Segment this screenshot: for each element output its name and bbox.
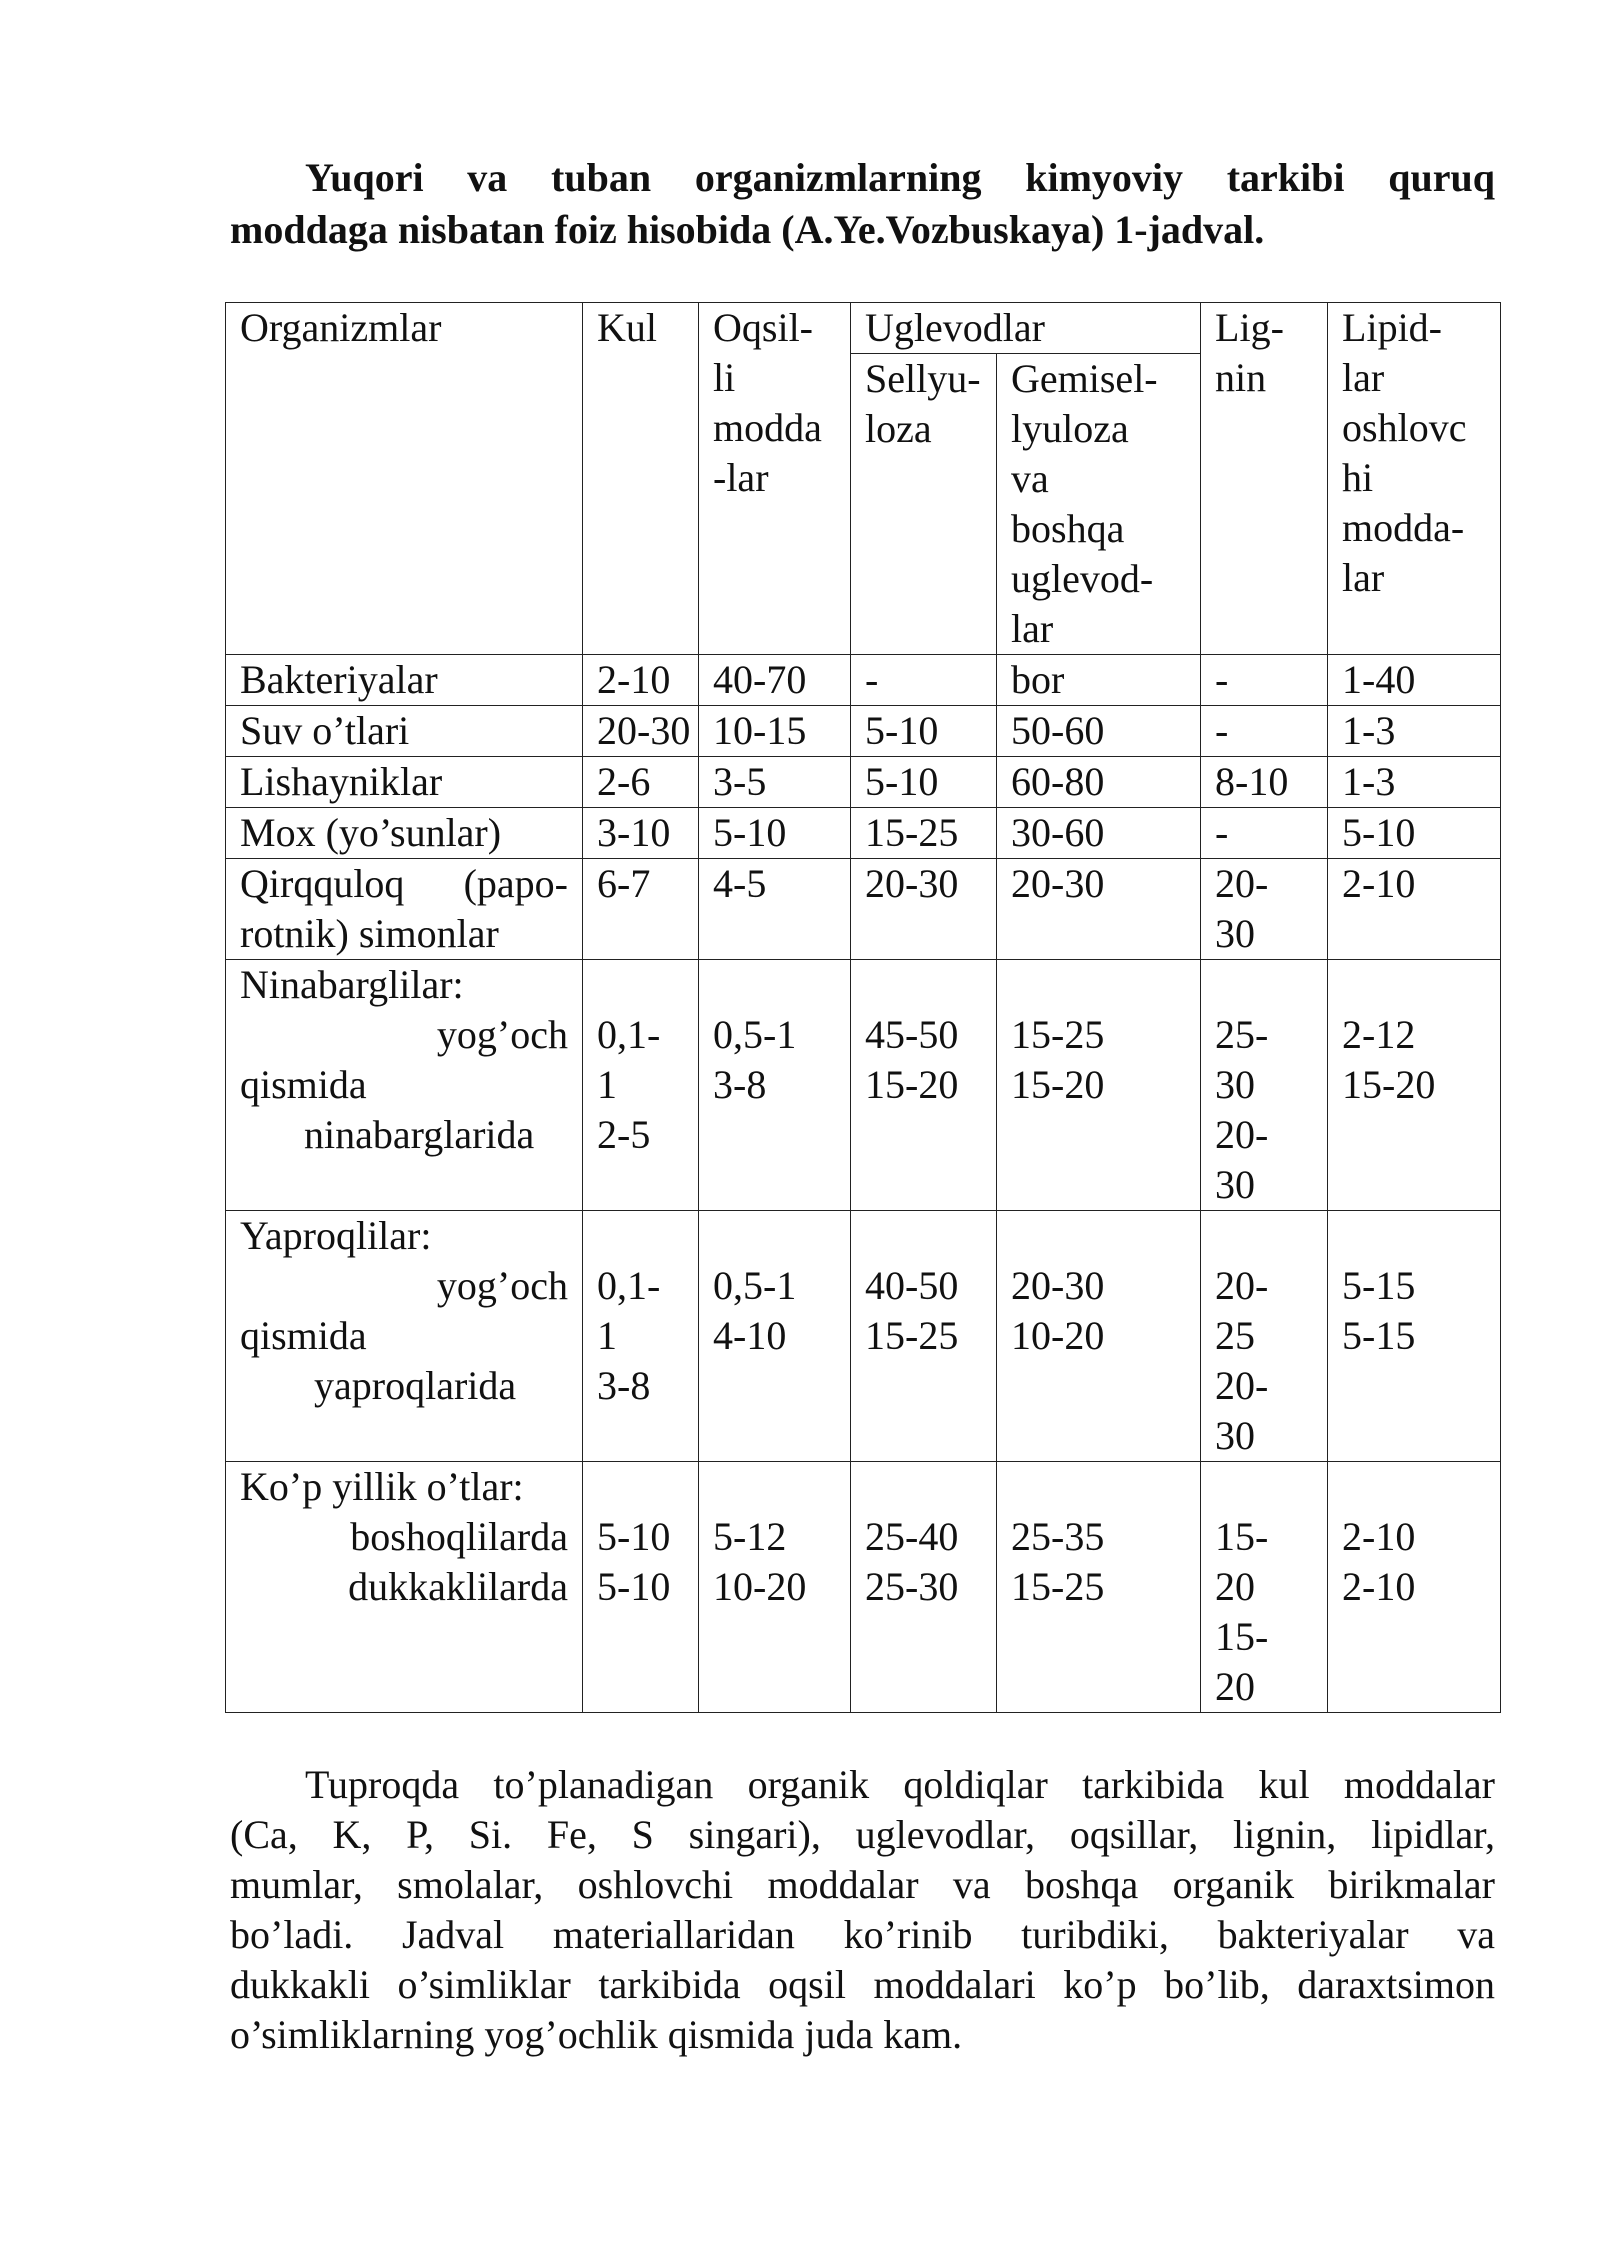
cell-hemicellulose: 60-80 xyxy=(997,757,1201,808)
cell-lipids: 1-40 xyxy=(1328,655,1501,706)
cell-hemicellulose: 15-25 15-20 xyxy=(997,960,1201,1211)
cell-organism xyxy=(226,859,583,960)
cell-lipids: 5-10 xyxy=(1328,808,1501,859)
group-sub-label: boshoqlilarda xyxy=(350,1514,568,1559)
cell-hemicellulose: bor xyxy=(997,655,1201,706)
cell-protein: 40-70 xyxy=(699,655,851,706)
header-carbohydrates: Uglevodlar xyxy=(851,303,1201,354)
title-line-1: Yuqori va tuban organizmlarning kimyoviy tarkibi quruq xyxy=(305,155,1495,200)
cell-ash: 5-10 5-10 xyxy=(583,1462,699,1713)
cell-hemicellulose: 25-35 15-25 xyxy=(997,1462,1201,1713)
table-row-group xyxy=(226,960,1501,1211)
group-sub-label: ninabarglarida xyxy=(304,1112,535,1157)
cell-cellulose: 25-40 25-30 xyxy=(851,1462,997,1713)
cell-ash: 2-10 xyxy=(583,655,699,706)
header-row-1 xyxy=(226,303,1501,354)
cell-protein: 4-5 xyxy=(699,859,851,960)
cell-lignin: 15- 20 15- 20 xyxy=(1201,1462,1328,1713)
cell-ash: 0,1- 1 2-5 xyxy=(583,960,699,1211)
cell-ash: 3-10 xyxy=(583,808,699,859)
cell-organism: Suv o’tlari xyxy=(226,706,583,757)
cell-hemicellulose: 30-60 xyxy=(997,808,1201,859)
cell-organism: Lishayniklar xyxy=(226,757,583,808)
cell-cellulose: 20-30 xyxy=(851,859,997,960)
organism-name-line: rotnik) simonlar xyxy=(240,911,499,956)
cell-cellulose: 5-10 xyxy=(851,757,997,808)
header-cellulose: Sellyu- loza xyxy=(851,354,997,655)
cell-organism-group xyxy=(226,960,583,1211)
group-sub-label: yog’och xyxy=(436,1012,568,1057)
cell-lignin: - xyxy=(1201,808,1328,859)
composition-table xyxy=(225,302,1501,1713)
cell-ash: 20-30 xyxy=(583,706,699,757)
organism-name-line: Qirqquloq (papo- xyxy=(240,861,568,906)
cell-ash: 2-6 xyxy=(583,757,699,808)
group-label: Ko’p yillik o’tlar: xyxy=(240,1464,524,1509)
cell-protein: 0,5-1 4-10 xyxy=(699,1211,851,1462)
header-ash: Kul xyxy=(583,303,699,655)
cell-protein: 5-10 xyxy=(699,808,851,859)
cell-lipids: 2-12 15-20 xyxy=(1328,960,1501,1211)
cell-lignin: 8-10 xyxy=(1201,757,1328,808)
cell-organism: Mox (yo’sunlar) xyxy=(226,808,583,859)
cell-organism: Bakteriyalar xyxy=(226,655,583,706)
cell-hemicellulose: 50-60 xyxy=(997,706,1201,757)
cell-protein: 3-5 xyxy=(699,757,851,808)
cell-hemicellulose: 20-30 xyxy=(997,859,1201,960)
table-row xyxy=(226,706,1501,757)
group-sub-label: qismida xyxy=(240,1062,367,1107)
group-label: Yaproqlilar: xyxy=(240,1213,432,1258)
cell-lipids: 1-3 xyxy=(1328,706,1501,757)
paragraph-line: o’simliklarning yog’ochlik qismida juda kam. xyxy=(230,2012,963,2057)
cell-lignin: 20- 30 xyxy=(1201,859,1328,960)
group-sub-label: yog’och xyxy=(436,1263,568,1308)
table-row xyxy=(226,757,1501,808)
cell-lipids: 2-10 2-10 xyxy=(1328,1462,1501,1713)
cell-ash: 6-7 xyxy=(583,859,699,960)
header-protein: Oqsil- li modda -lar xyxy=(699,303,851,655)
paragraph-line: bo’ladi. Jadval materiallaridan ko’rinib turibdiki, bakteriyalar va xyxy=(230,1912,1495,1957)
table-row xyxy=(226,808,1501,859)
cell-hemicellulose: 20-30 10-20 xyxy=(997,1211,1201,1462)
cell-cellulose: 15-25 xyxy=(851,808,997,859)
table-row-group xyxy=(226,1462,1501,1713)
cell-lignin: 20- 25 20- 30 xyxy=(1201,1211,1328,1462)
cell-lignin: - xyxy=(1201,655,1328,706)
paragraph-line: dukkakli o’simliklar tarkibida oqsil moddalari ko’p bo’lib, daraxtsimon xyxy=(230,1962,1495,2007)
group-sub-label: yaproqlarida xyxy=(314,1363,517,1408)
cell-ash: 0,1- 1 3-8 xyxy=(583,1211,699,1462)
cell-protein: 10-15 xyxy=(699,706,851,757)
cell-lignin: 25- 30 20- 30 xyxy=(1201,960,1328,1211)
paragraph-line: mumlar, smolalar, oshlovchi moddalar va boshqa organik birikmalar xyxy=(230,1862,1495,1907)
cell-protein: 0,5-1 3-8 xyxy=(699,960,851,1211)
group-sub-label: dukkaklilarda xyxy=(348,1564,568,1609)
page-title xyxy=(230,152,1495,256)
paragraph-line: (Ca, K, P, Si. Fe, S singari), uglevodlar, oqsillar, lignin, lipidlar, xyxy=(230,1812,1495,1857)
cell-organism-group xyxy=(226,1211,583,1462)
group-label: Ninabarglilar: xyxy=(240,962,464,1007)
paragraph-line: Tuproqda to’planadigan organik qoldiqlar tarkibida kul moddalar xyxy=(305,1762,1495,1807)
cell-lignin: - xyxy=(1201,706,1328,757)
cell-cellulose: 40-50 15-25 xyxy=(851,1211,997,1462)
group-sub-label: qismida xyxy=(240,1313,367,1358)
cell-lipids: 2-10 xyxy=(1328,859,1501,960)
table-row xyxy=(226,859,1501,960)
cell-cellulose: 5-10 xyxy=(851,706,997,757)
table-row xyxy=(226,655,1501,706)
cell-cellulose: - xyxy=(851,655,997,706)
cell-cellulose: 45-50 15-20 xyxy=(851,960,997,1211)
header-hemicellulose: Gemisel- lyuloza va boshqa uglevod- lar xyxy=(997,354,1201,655)
cell-lipids: 1-3 xyxy=(1328,757,1501,808)
header-organisms: Organizmlar xyxy=(226,303,583,655)
title-line-2: moddaga nisbatan foiz hisobida (A.Ye.Vozbuskaya) 1-jadval. xyxy=(230,207,1265,252)
table-row-group xyxy=(226,1211,1501,1462)
cell-lipids: 5-15 5-15 xyxy=(1328,1211,1501,1462)
body-paragraph xyxy=(230,1760,1495,2060)
cell-organism-group xyxy=(226,1462,583,1713)
header-lipids: Lipid- lar oshlovc hi modda- lar xyxy=(1328,303,1501,655)
header-lignin: Lig- nin xyxy=(1201,303,1328,655)
cell-protein: 5-12 10-20 xyxy=(699,1462,851,1713)
